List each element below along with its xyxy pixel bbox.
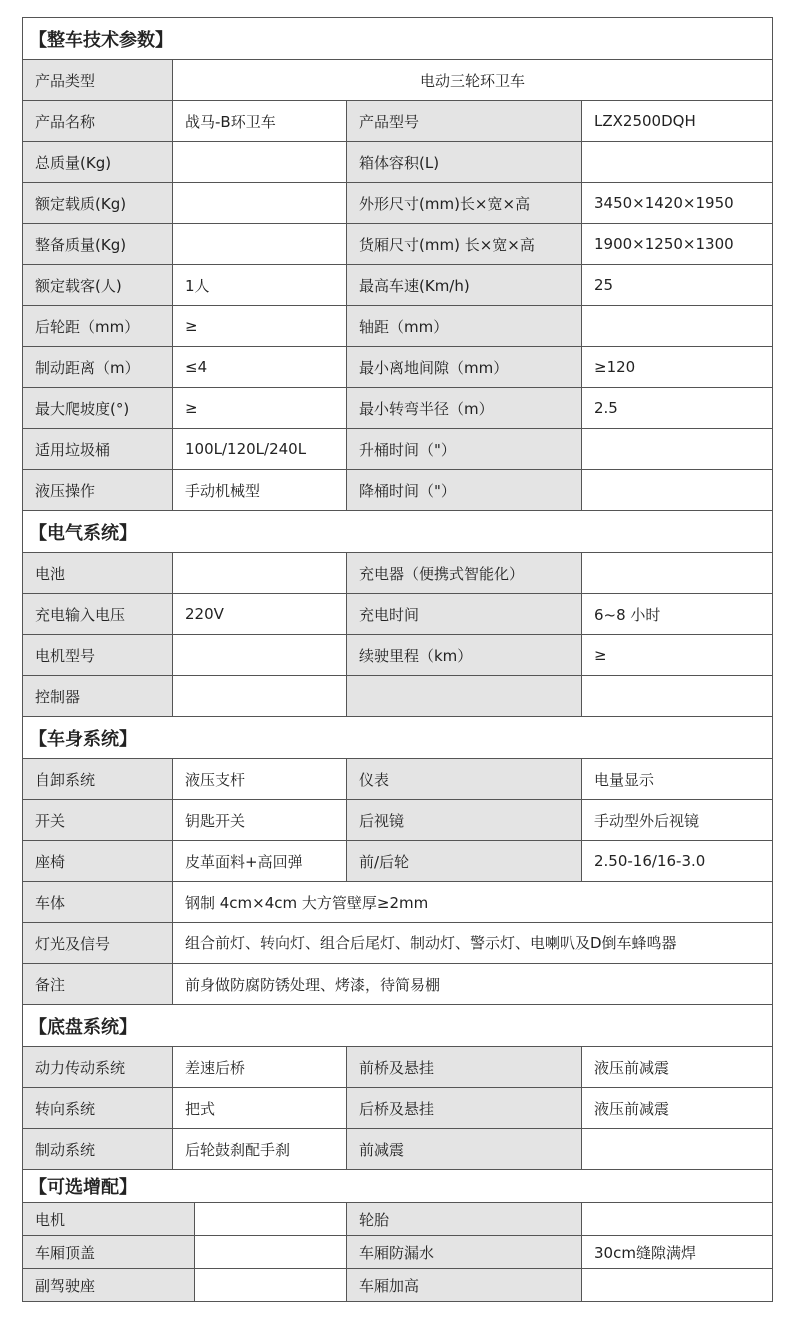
- spec-label: 额定载客(人): [23, 265, 173, 306]
- section-title-optional: 【可选增配】: [23, 1170, 773, 1203]
- spec-value: [173, 635, 347, 676]
- spec-value: 220V: [173, 594, 347, 635]
- spec-label: 箱体容积(L): [347, 142, 582, 183]
- table-row: [23, 183, 773, 224]
- spec-label: 仪表: [347, 759, 582, 800]
- spec-label: 降桶时间（"）: [347, 470, 582, 511]
- table-row: [23, 594, 773, 635]
- spec-value: ≥: [582, 635, 773, 676]
- spec-label: 灯光及信号: [23, 923, 173, 964]
- table-row: [23, 759, 773, 800]
- table-row: [23, 1203, 773, 1236]
- spec-value: [173, 676, 347, 717]
- spec-value: LZX2500DQH: [582, 101, 773, 142]
- product-type-label: 产品类型: [23, 60, 173, 101]
- spec-label: 前减震: [347, 1129, 582, 1170]
- spec-value: ≥120: [582, 347, 773, 388]
- spec-sheet: [22, 17, 772, 1302]
- spec-label: 续驶里程（km）: [347, 635, 582, 676]
- spec-value: [173, 224, 347, 265]
- spec-label: 制动系统: [23, 1129, 173, 1170]
- spec-value: [195, 1269, 347, 1302]
- table-row: [23, 1236, 773, 1269]
- spec-label: 后轮距（mm）: [23, 306, 173, 347]
- spec-label: 液压操作: [23, 470, 173, 511]
- spec-label: 总质量(Kg): [23, 142, 173, 183]
- spec-table-optional: [22, 1169, 773, 1302]
- spec-label: 动力传动系统: [23, 1047, 173, 1088]
- table-row: [23, 470, 773, 511]
- spec-label: 副驾驶座: [23, 1269, 195, 1302]
- section-row: [23, 18, 773, 60]
- spec-label: 货厢尺寸(mm) 长×宽×高: [347, 224, 582, 265]
- table-row: [23, 676, 773, 717]
- section-title-electrical: 【电气系统】: [23, 511, 773, 553]
- spec-value: 把式: [173, 1088, 347, 1129]
- section-row: [23, 511, 773, 553]
- section-row: [23, 1170, 773, 1203]
- spec-label: 前桥及悬挂: [347, 1047, 582, 1088]
- spec-label: 车厢防漏水: [347, 1236, 582, 1269]
- table-row: [23, 800, 773, 841]
- spec-value: [582, 470, 773, 511]
- spec-label: 开关: [23, 800, 173, 841]
- table-row: [23, 1088, 773, 1129]
- table-row: [23, 635, 773, 676]
- spec-label: 车厢加高: [347, 1269, 582, 1302]
- table-row: [23, 224, 773, 265]
- spec-label: 充电器（便携式智能化）: [347, 553, 582, 594]
- spec-value: [195, 1236, 347, 1269]
- spec-label: 最小离地间隙（mm）: [347, 347, 582, 388]
- spec-value: [173, 142, 347, 183]
- spec-value: 战马-B环卫车: [173, 101, 347, 142]
- section-row: [23, 717, 773, 759]
- spec-value: 钢制 4cm×4cm 大方管壁厚≥2mm: [173, 882, 773, 923]
- table-row: [23, 1269, 773, 1302]
- spec-value: [582, 306, 773, 347]
- spec-value: 2.5: [582, 388, 773, 429]
- table-row: [23, 60, 773, 101]
- spec-label: 外形尺寸(mm)长×宽×高: [347, 183, 582, 224]
- spec-value: 液压前减震: [582, 1088, 773, 1129]
- spec-label: 充电输入电压: [23, 594, 173, 635]
- table-row: [23, 429, 773, 470]
- spec-label: 转向系统: [23, 1088, 173, 1129]
- spec-value: 差速后桥: [173, 1047, 347, 1088]
- spec-value: 100L/120L/240L: [173, 429, 347, 470]
- spec-label: 整备质量(Kg): [23, 224, 173, 265]
- spec-value: [582, 676, 773, 717]
- spec-value: [173, 553, 347, 594]
- spec-label: 轮胎: [347, 1203, 582, 1236]
- spec-label: 最大爬坡度(°): [23, 388, 173, 429]
- spec-value: 前身做防腐防锈处理、烤漆，待简易棚: [173, 964, 773, 1005]
- spec-label: 后视镜: [347, 800, 582, 841]
- spec-value: 皮革面料+高回弹: [173, 841, 347, 882]
- spec-value: 6~8 小时: [582, 594, 773, 635]
- spec-value: 钥匙开关: [173, 800, 347, 841]
- spec-label: 前/后轮: [347, 841, 582, 882]
- spec-label: 制动距离（m）: [23, 347, 173, 388]
- spec-label: 电机型号: [23, 635, 173, 676]
- spec-label: 产品型号: [347, 101, 582, 142]
- table-row: [23, 388, 773, 429]
- spec-value: 液压支杆: [173, 759, 347, 800]
- spec-value: 手动机械型: [173, 470, 347, 511]
- spec-label: 备注: [23, 964, 173, 1005]
- spec-value: [195, 1203, 347, 1236]
- spec-label: 升桶时间（"）: [347, 429, 582, 470]
- table-row: [23, 923, 773, 964]
- spec-value: 手动型外后视镜: [582, 800, 773, 841]
- spec-label: 适用垃圾桶: [23, 429, 173, 470]
- table-row: [23, 553, 773, 594]
- spec-label: 自卸系统: [23, 759, 173, 800]
- table-row: [23, 306, 773, 347]
- spec-value: [173, 183, 347, 224]
- spec-label: [347, 676, 582, 717]
- spec-value: [582, 142, 773, 183]
- spec-label: 产品名称: [23, 101, 173, 142]
- section-title-body: 【车身系统】: [23, 717, 773, 759]
- section-row: [23, 1005, 773, 1047]
- spec-value: [582, 1129, 773, 1170]
- section-title-chassis: 【底盘系统】: [23, 1005, 773, 1047]
- spec-value: [582, 553, 773, 594]
- table-row: [23, 142, 773, 183]
- spec-value: 3450×1420×1950: [582, 183, 773, 224]
- spec-label: 充电时间: [347, 594, 582, 635]
- spec-label: 车厢顶盖: [23, 1236, 195, 1269]
- spec-value: ≥: [173, 306, 347, 347]
- spec-value: 液压前减震: [582, 1047, 773, 1088]
- spec-value: ≤4: [173, 347, 347, 388]
- table-row: [23, 101, 773, 142]
- spec-label: 座椅: [23, 841, 173, 882]
- table-row: [23, 841, 773, 882]
- table-row: [23, 882, 773, 923]
- table-row: [23, 347, 773, 388]
- table-row: [23, 265, 773, 306]
- section-title-general: 【整车技术参数】: [23, 18, 773, 60]
- table-row: [23, 964, 773, 1005]
- spec-label: 轴距（mm）: [347, 306, 582, 347]
- table-row: [23, 1129, 773, 1170]
- spec-value: 1人: [173, 265, 347, 306]
- spec-label: 最高车速(Km/h): [347, 265, 582, 306]
- spec-value: [582, 1269, 773, 1302]
- spec-value: 25: [582, 265, 773, 306]
- spec-label: 最小转弯半径（m）: [347, 388, 582, 429]
- spec-value: 后轮鼓刹配手刹: [173, 1129, 347, 1170]
- spec-value: 2.50-16/16-3.0: [582, 841, 773, 882]
- spec-value: 30cm缝隙满焊: [582, 1236, 773, 1269]
- spec-table-main: [22, 17, 773, 1170]
- spec-label: 后桥及悬挂: [347, 1088, 582, 1129]
- spec-label: 电池: [23, 553, 173, 594]
- spec-label: 电机: [23, 1203, 195, 1236]
- product-type-value: 电动三轮环卫车: [173, 60, 773, 101]
- spec-value: [582, 429, 773, 470]
- spec-value: ≥: [173, 388, 347, 429]
- table-row: [23, 1047, 773, 1088]
- spec-label: 控制器: [23, 676, 173, 717]
- spec-value: [582, 1203, 773, 1236]
- spec-value: 电量显示: [582, 759, 773, 800]
- spec-value: 1900×1250×1300: [582, 224, 773, 265]
- spec-label: 车体: [23, 882, 173, 923]
- spec-label: 额定载质(Kg): [23, 183, 173, 224]
- spec-value: 组合前灯、转向灯、组合后尾灯、制动灯、警示灯、电喇叭及D倒车蜂鸣器: [173, 923, 773, 964]
